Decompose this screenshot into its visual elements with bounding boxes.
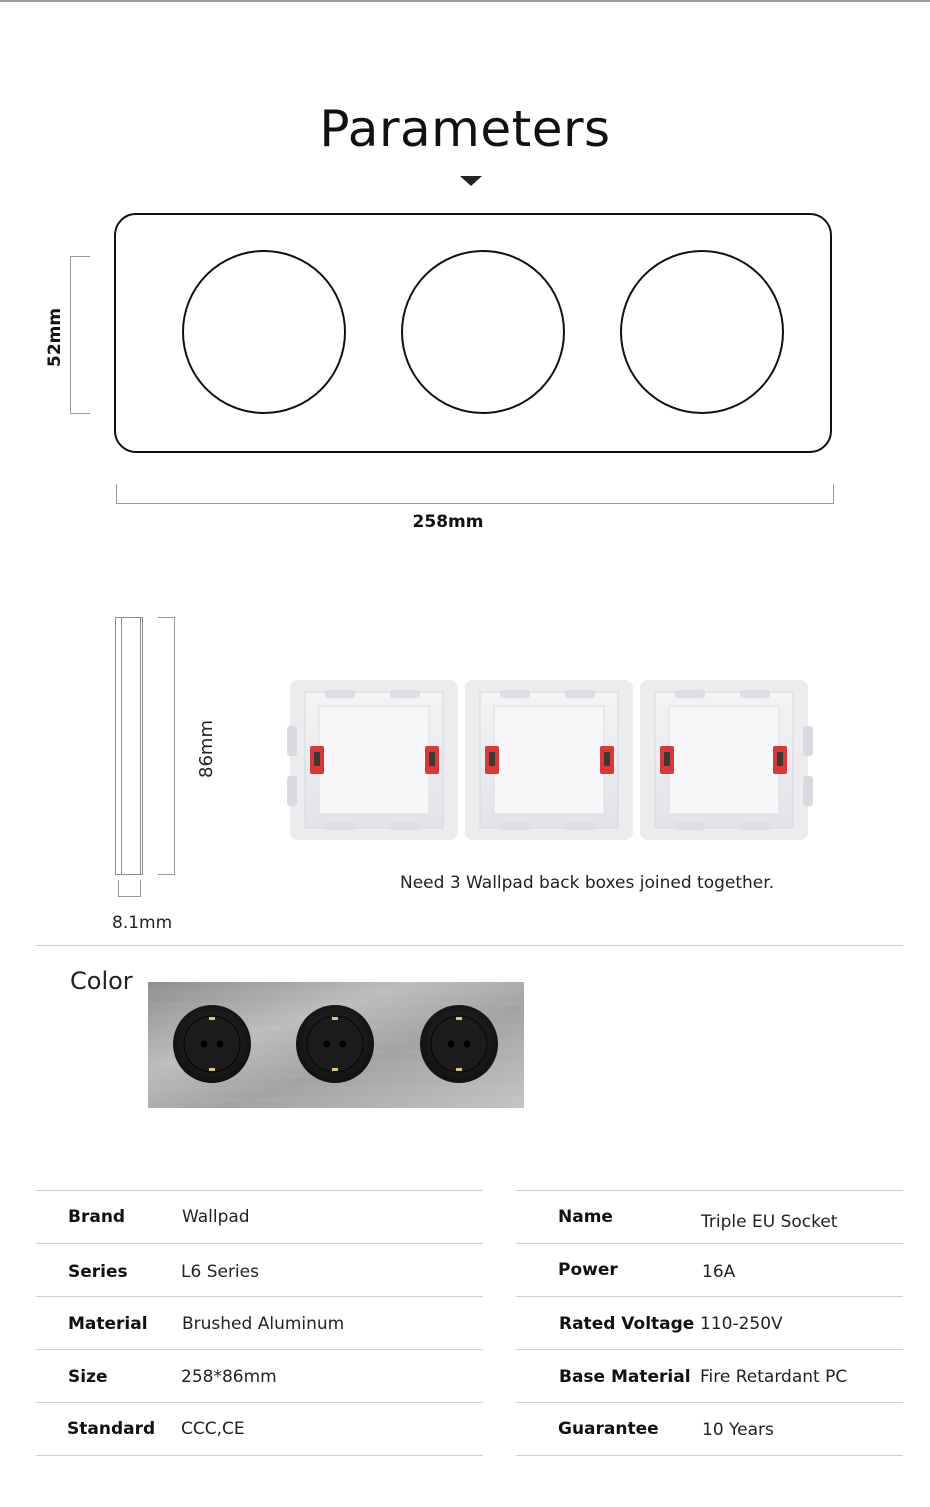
socket-2: [296, 1005, 374, 1083]
height-dimension-line: [70, 256, 90, 414]
socket-outline-1: [182, 250, 346, 414]
spec-value-brand: Wallpad: [182, 1207, 250, 1227]
spec-value-base-material: Fire Retardant PC: [700, 1367, 848, 1387]
spec-value-material: Brushed Aluminum: [182, 1314, 345, 1334]
spec-right-divider-1: [516, 1243, 903, 1244]
section-divider: [36, 945, 903, 946]
spec-label-standard: Standard: [67, 1419, 156, 1439]
width-dimension-line: [116, 484, 834, 504]
spec-label-size: Size: [68, 1367, 108, 1387]
width-label: 258mm: [412, 512, 484, 532]
side-view-inner: [121, 618, 141, 874]
spec-left-divider-4: [36, 1402, 483, 1403]
color-label: Color: [70, 967, 133, 995]
top-border: [0, 0, 930, 2]
height-label: 52mm: [45, 307, 65, 367]
spec-right-divider-0: [516, 1190, 903, 1191]
spec-value-guarantee: 10 Years: [702, 1420, 774, 1440]
socket-outline-3: [620, 250, 784, 414]
back-box-2: [465, 680, 633, 840]
spec-left-divider-5: [36, 1455, 483, 1456]
spec-value-power: 16A: [702, 1262, 736, 1282]
product-color-image: [148, 982, 524, 1108]
spec-value-standard: CCC,CE: [181, 1419, 245, 1439]
side-height-label: 86mm: [196, 720, 217, 778]
back-boxes-image: [285, 676, 815, 842]
spec-label-rated-voltage: Rated Voltage: [559, 1314, 695, 1334]
spec-left-divider-1: [36, 1243, 483, 1244]
socket-1: [173, 1005, 251, 1083]
thickness-dimension-line: [118, 880, 141, 897]
spec-right-divider-4: [516, 1402, 903, 1403]
spec-label-base-material: Base Material: [559, 1367, 691, 1387]
socket-outline-2: [401, 250, 565, 414]
spec-label-series: Series: [68, 1262, 128, 1282]
spec-label-power: Power: [558, 1260, 618, 1280]
spec-right-divider-5: [516, 1455, 903, 1456]
back-box-note: Need 3 Wallpad back boxes joined together.: [400, 873, 775, 893]
spec-value-name: Triple EU Socket: [701, 1212, 838, 1232]
spec-left-divider-0: [36, 1190, 483, 1191]
page-title: Parameters: [319, 100, 611, 158]
back-box-1: [287, 680, 458, 840]
socket-3: [420, 1005, 498, 1083]
spec-value-rated-voltage: 110-250V: [700, 1314, 783, 1334]
spec-label-guarantee: Guarantee: [558, 1419, 659, 1439]
spec-label-material: Material: [68, 1314, 148, 1334]
spec-left-divider-2: [36, 1296, 483, 1297]
side-height-dimension-line: [158, 617, 175, 875]
back-box-3: [640, 680, 813, 840]
spec-right-divider-3: [516, 1349, 903, 1350]
spec-value-size: 258*86mm: [181, 1367, 277, 1387]
spec-label-name: Name: [558, 1207, 613, 1227]
spec-right-divider-2: [516, 1296, 903, 1297]
spec-value-series: L6 Series: [181, 1262, 259, 1282]
caret-down-icon: [460, 176, 482, 186]
thickness-label: 8.1mm: [112, 913, 173, 933]
spec-left-divider-3: [36, 1349, 483, 1350]
spec-label-brand: Brand: [68, 1207, 126, 1227]
